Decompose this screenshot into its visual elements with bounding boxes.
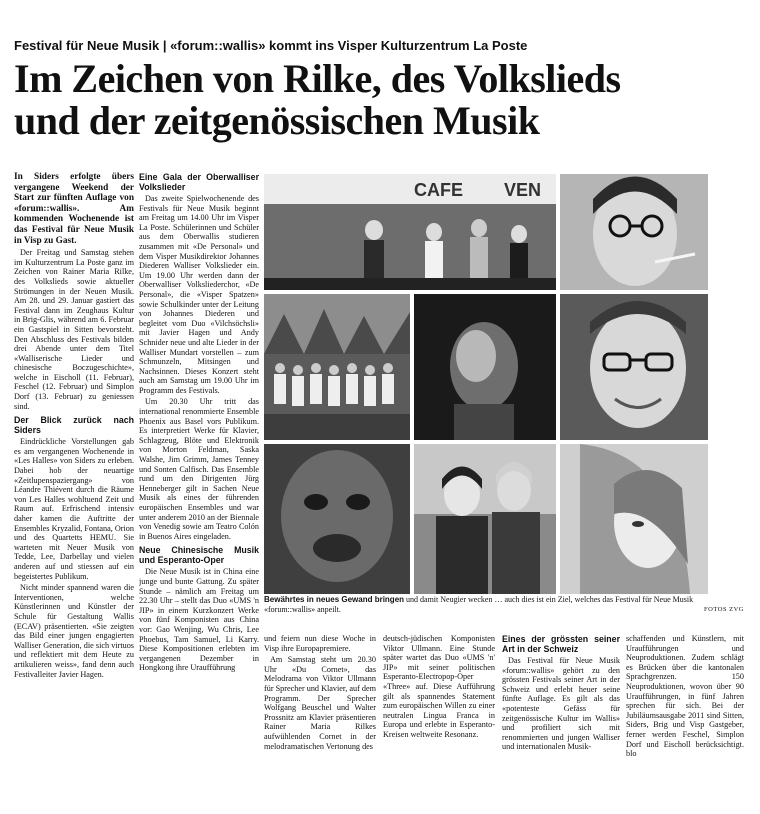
paragraph: Das Festival für Neue Musik «forum::wallis» gehört zu den grössten Festivals seiner Art in der Schweiz und erlebt heuer seine fünfte Auflage. Es gilt als das «potenteste Gefäss für zeitgenössische Kultur im Wallis» und profiliert sich mit renommierten und jungen Walliser und internationalen Musik- xyxy=(502,656,620,752)
subheading: Eines der grössten seiner Art in der Schweiz xyxy=(502,634,620,654)
photo-duo-performers xyxy=(414,444,556,594)
column-3 xyxy=(264,634,376,814)
lead-paragraph: In Siders erfolgte übers vergangene Weekend der Start zur fünften Auflage von «forum::wallis». Am kommenden Wochenende ist das Festival für Neue Musik in Visp zu Gast. xyxy=(14,172,134,246)
paragraph: Das zweite Spielwochenende des Festivals für Neue Musik beginnt am Freitag um 14.00 Uhr im Visper La Poste. Schülerinnen und Schüler aus dem Oberwallis studieren zusammen mit «De Personal» und dem Visper Musikdirektor Johannes Diederen Walliser Volkslieder ein. Um 19.00 Uhr werden dann der Oberwalliser Volksliederchor, «De Personal», die «Visper Spatzen» sowie Schulkinder unter der Leitung von Johannes Diederen und begleitet vom Duo «Vilchsöchsli» mit Javier Hagen und Andy Schnider neue und alte Lieder in der Walliser Mundart vorstellen – zum Schmunzeln, Mitsingen und Nachsinnen. Dieses Konzert steht auch am Samstag um 19.00 Uhr im Programm des Festivals. xyxy=(139,194,259,395)
kicker: Festival für Neue Musik | «forum::wallis» kommt ins Visper Kulturzentrum La Poste xyxy=(14,38,528,53)
column-2 xyxy=(139,172,259,788)
sign-text-cafe: CAFE xyxy=(414,180,463,200)
caption-text: und damit Neugier wecken … auch dies ist ein Ziel, welches das Festival für Neue Musik «forum::wallis» anpeilt. xyxy=(264,595,694,614)
headline-line-1: Im Zeichen von Rilke, des Volkslieds xyxy=(14,56,621,101)
column-1 xyxy=(14,172,134,788)
photo-man-with-cigarette xyxy=(560,174,708,290)
paragraph: Eindrückliche Vorstellungen gab es am vergangenen Wochenende in «Les Halles» von Siders zu erleben. Dabei hob der neuartige «Zeitlupenspaziergang» von Léandre Thiévent durch die Räume von Les Halles wohltuend Zeit und Raum auf. Erfrischend intensiv daher kamen die Auftritte der Ensembles Kryzalid, Fontana, Orion und des Quartetts HEMU. Sie warteten mit Neuer Musik von Tedde, Lee, Darbellay und vielen anderen auf und stiessen auf ein begeistertes Publikum. xyxy=(14,437,134,581)
paragraph: Der Freitag und Samstag stehen im Kulturzentrum La Poste ganz im Zeichen von Rainer Maria Rilke, des Volkslieds sowie aktueller Strömungen in der Neuen Musik. Am 28. und 29. Januar gastiert das Festival dann im Zeughaus Kultur in Brig-Glis, während am 6. Februar ein Gastspiel in Sitten bevorsteht. Den Abschluss des Festivals bilden drei Abende unter dem Titel «Walliserische Lieder und chinesische Boczugeschichte», welche in Eischoll (11. Februar), Feschel (12. Februar) und Simplon Dorf (13. Februar) zu geniessen sind. xyxy=(14,248,134,411)
photo-band-on-stage xyxy=(264,174,556,290)
paragraph: Nicht minder spannend waren die Interventionen, welche Künstlerinnen und Künstler der Schule für Gestaltung Wallis (ECAV) präsentierten. «Sie zeigten das Bild einer jungen engagierten Walliser Generation, die sich virtuos und reflektiert mit dem Heute zu artikulieren weiss», fand denn auch Festivalleiter Javier Hagen. xyxy=(14,583,134,679)
paragraph: deutsch-jüdischen Komponisten Viktor Ullmann. Eine Stunde später wartet das Duo «UMS 'n' JIP» mit seiner politischen Esperanto-Electropop-Oper «Three» auf. Diese Aufführung gilt als spannendes Statement zum europäischen Willen zu einer neutralen Lingua Franca in Europa und erlebte in Esperanto-Kreisen weltweite Resonanz. xyxy=(383,634,495,739)
band-on-stage-image xyxy=(264,174,556,290)
paragraph: schaffenden und Künstlern, mit Uraufführungen und Neuproduktionen. Zudem schlägt es Brücken über die kantonalen Sprachgrenzen. 150 Neuproduktionen, wovon über 90 Uraufführungen, in fünf Jahren sprechen für sich. Bei der Jubiläumsausgabe 2011 sind Sitten, Siders, Brig und Visp Gastgeber, ferner werden Feschel, Simplon Dorf und Eischoll berücksichtigt. blo xyxy=(626,634,744,759)
photo-animal-face xyxy=(264,444,410,594)
photo-portrait-dark xyxy=(414,294,556,440)
caption-bold: Bewährtes in neues Gewand bringen xyxy=(264,595,405,604)
photo-man-with-glasses xyxy=(560,294,708,440)
headline xyxy=(14,58,746,142)
subheading: Neue Chinesische Musik und Esperanto-Oper xyxy=(139,545,259,566)
photo-credit: FOTOS ZVG xyxy=(704,605,744,613)
paragraph: Um 20.30 Uhr tritt das international renommierte Ensemble Phoenix aus Basel vors Publikum. Es interpretiert Werke für Klavier, Schlagzeug, Blöte und Elektronik von Morton Feldman, Saska Walshe, Jim Grimm, James Tenney und Sonten Calfisch. Das Ensemble rund um den Dirigenten Jürg Henneberger gilt in Sachen Neue Musik als eines der führenden europäischen Ensembles und war unter anderem 2010 an der Biennale von Venedig sowie am Teatro Colón in Buenos Aires eingeladen. xyxy=(139,397,259,541)
column-5 xyxy=(502,634,620,814)
paragraph: Die Neue Musik ist in China eine junge und bunte Gattung. Zu später Stunde – nämlich am Freitag um 22.30 Uhr – stellt das Duo «UMS 'n JIP» in einem Kurzkonzert Werke von fünf Komponisten aus China vor: Gao Wenjing, Wu Chris, Lee Phoebus, Tam Samuel, Li Karry. Diese Kompositionen erlebten im vergangenen Dezember in Hongkong ihre Uraufführung xyxy=(139,567,259,673)
photo-woman-profile xyxy=(560,444,708,594)
paragraph: und feiern nun diese Woche in Visp ihre Europapremiere. xyxy=(264,634,376,653)
photo-collage xyxy=(264,174,744,594)
photo-folk-choir xyxy=(264,294,410,440)
paragraph: Am Samstag steht um 20.30 Uhr «Du Cornet», das Melodrama von Viktor Ullmann für Sprecher und Klavier, auf dem Programm. Der Sprecher Wolfgang Beuschel und Walter Prossnitz am Klavier präsentieren Rainer Maria Rilkes aufwühlenden Cornet in der melodramatischen Vertonung des xyxy=(264,655,376,751)
photo-caption xyxy=(264,595,744,614)
column-4 xyxy=(383,634,495,814)
column-6 xyxy=(626,634,744,814)
subheading: Der Blick zurück nach Siders xyxy=(14,415,134,436)
headline-line-2: und der zeitgenössischen Musik xyxy=(14,98,540,143)
sign-text-ven: VEN xyxy=(504,180,542,200)
subheading: Eine Gala der Oberwalliser Volkslieder xyxy=(139,172,259,192)
